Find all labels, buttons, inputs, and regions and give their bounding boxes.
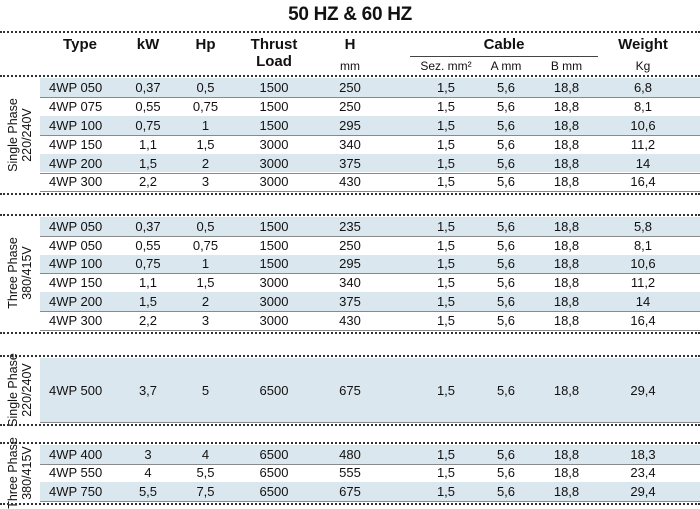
cell-a-mm: 5,6 [496, 483, 516, 499]
cell-thrust-load: 1500 [259, 256, 289, 272]
table-row [40, 255, 700, 274]
cell-weight: 11,2 [630, 136, 656, 152]
cell-weight: 6,8 [633, 79, 653, 95]
group-label [6, 238, 34, 310]
header-thrust-load: Thrust Load [250, 36, 298, 70]
header-kw: kW [136, 36, 160, 53]
cell-kw: 1,1 [138, 275, 158, 291]
cell-type: 4WP 300 [49, 312, 103, 328]
group-dotted-divider [0, 442, 700, 444]
cell-weight: 18,3 [630, 446, 656, 462]
cell-a-mm: 5,6 [496, 174, 516, 190]
cell-sez: 1,5 [436, 98, 456, 114]
cell-hp: 5,5 [196, 465, 215, 481]
cell-h: 555 [339, 465, 361, 481]
table-row [40, 273, 700, 292]
cell-thrust-load: 3000 [259, 312, 289, 328]
cell-thrust-load: 1500 [259, 237, 289, 253]
cell-weight: 14 [635, 294, 651, 310]
cell-weight: 14 [635, 155, 651, 171]
cell-kw: 3,7 [138, 382, 158, 398]
group-label-cell [0, 78, 40, 191]
cell-b-mm: 18,8 [553, 275, 580, 291]
cell-b-mm: 18,8 [553, 382, 580, 398]
cell-hp: 0,5 [196, 218, 215, 234]
cell-hp: 0,5 [196, 79, 215, 95]
cell-kw: 1,1 [138, 136, 158, 152]
cell-weight: 29,4 [630, 483, 656, 499]
cell-a-mm: 5,6 [496, 155, 516, 171]
header-sez: Sez. mm² [420, 59, 472, 73]
header-b-mm: B mm [550, 59, 583, 73]
cell-h: 295 [339, 117, 361, 133]
group-label [6, 437, 34, 509]
group-label-cell [0, 353, 40, 427]
cable-header-underline [410, 56, 598, 57]
cell-sez: 1,5 [436, 294, 456, 310]
cell-type: 4WP 550 [49, 465, 103, 481]
cell-hp: 0,75 [192, 237, 219, 253]
cell-kw: 3 [144, 446, 152, 462]
cell-thrust-load: 1500 [259, 79, 289, 95]
cell-hp: 4 [201, 446, 210, 462]
cell-sez: 1,5 [436, 483, 456, 499]
cell-h: 340 [339, 136, 361, 152]
table-row [40, 482, 700, 501]
group-label-cell [0, 436, 40, 509]
cell-thrust-load: 3000 [259, 136, 289, 152]
cell-kw: 1,5 [138, 294, 158, 310]
cell-a-mm: 5,6 [496, 256, 516, 272]
cell-weight: 10,6 [630, 117, 656, 133]
cell-thrust-load: 1500 [259, 117, 289, 133]
cell-h: 250 [339, 98, 361, 114]
cell-type: 4WP 100 [49, 256, 103, 272]
cell-thrust-load: 1500 [259, 218, 289, 234]
cell-hp: 1 [201, 256, 210, 272]
cell-type: 4WP 150 [49, 136, 103, 152]
cell-sez: 1,5 [436, 218, 456, 234]
cell-hp: 2 [201, 155, 210, 171]
cell-a-mm: 5,6 [496, 294, 516, 310]
cell-kw: 1,5 [138, 155, 158, 171]
row-divider [40, 422, 700, 423]
cell-b-mm: 18,8 [553, 155, 580, 171]
cell-weight: 29,4 [630, 382, 656, 398]
cell-a-mm: 5,6 [496, 98, 516, 114]
cell-type: 4WP 400 [49, 446, 103, 462]
cell-h: 675 [339, 382, 361, 398]
cell-type: 4WP 050 [49, 218, 103, 234]
cell-thrust-load: 6500 [259, 446, 289, 462]
cell-type: 4WP 200 [49, 155, 103, 171]
cell-a-mm: 5,6 [496, 275, 516, 291]
cell-a-mm: 5,6 [496, 79, 516, 95]
cell-h: 250 [339, 79, 361, 95]
cell-sez: 1,5 [436, 256, 456, 272]
cell-hp: 7,5 [196, 483, 215, 499]
cell-b-mm: 18,8 [553, 174, 580, 190]
cell-kw: 0,55 [135, 98, 161, 114]
cell-hp: 1 [201, 117, 210, 133]
cell-type: 4WP 200 [49, 294, 103, 310]
cell-b-mm: 18,8 [553, 256, 580, 272]
table-row [40, 445, 700, 464]
row-divider [40, 191, 700, 192]
group-voltage-label: 380/415V [20, 445, 34, 500]
cell-weight: 10,6 [630, 256, 656, 272]
cell-sez: 1,5 [436, 174, 456, 190]
cell-b-mm: 18,8 [553, 446, 580, 462]
cell-kw: 0,75 [135, 256, 161, 272]
group-label [6, 353, 34, 427]
cell-a-mm: 5,6 [496, 237, 516, 253]
cell-sez: 1,5 [436, 312, 456, 328]
cell-type: 4WP 050 [49, 237, 103, 253]
header-cable: Cable [483, 36, 525, 53]
cell-thrust-load: 3000 [259, 275, 289, 291]
cell-hp: 0,75 [192, 98, 219, 114]
cell-sez: 1,5 [436, 155, 456, 171]
cell-hp: 1,5 [196, 275, 215, 291]
cell-b-mm: 18,8 [553, 98, 580, 114]
cell-kw: 0,55 [135, 237, 161, 253]
cell-type: 4WP 050 [49, 79, 103, 95]
cell-thrust-load: 6500 [259, 483, 289, 499]
cell-a-mm: 5,6 [496, 136, 516, 152]
cell-kw: 2,2 [138, 312, 158, 328]
cell-weight: 11,2 [630, 275, 656, 291]
cell-kw: 0,37 [135, 79, 161, 95]
table-row [40, 173, 700, 192]
header-weight: Weight [618, 36, 668, 53]
cell-kw: 2,2 [138, 174, 158, 190]
cell-weight: 8,1 [633, 98, 653, 114]
top-dotted-divider [0, 31, 700, 33]
table-row [40, 464, 700, 483]
cell-hp: 3 [201, 312, 210, 328]
cell-type: 4WP 100 [49, 117, 103, 133]
group-phase-label: Single Phase [6, 353, 20, 427]
group-label-cell [0, 217, 40, 330]
cell-h: 295 [339, 256, 361, 272]
cell-h: 480 [339, 446, 361, 462]
cell-h: 375 [339, 294, 361, 310]
cell-kw: 0,37 [135, 218, 161, 234]
table-row [40, 236, 700, 255]
row-divider [40, 501, 700, 502]
cell-h: 430 [339, 174, 361, 190]
cell-weight: 8,1 [633, 237, 653, 253]
cell-a-mm: 5,6 [496, 446, 516, 462]
table-row [40, 97, 700, 116]
cell-h: 430 [339, 312, 361, 328]
cell-b-mm: 18,8 [553, 117, 580, 133]
table-row [40, 154, 700, 173]
cell-weight: 16,4 [630, 174, 656, 190]
cell-kw: 5,5 [138, 483, 158, 499]
group-bottom-dotted-divider [0, 193, 700, 195]
cell-a-mm: 5,6 [496, 218, 516, 234]
cell-weight: 23,4 [630, 465, 656, 481]
cell-b-mm: 18,8 [553, 483, 580, 499]
cell-a-mm: 5,6 [496, 465, 516, 481]
cell-type: 4WP 500 [49, 382, 103, 398]
cell-kw: 4 [144, 465, 152, 481]
cell-type: 4WP 300 [49, 174, 103, 190]
header-h-unit: mm [340, 59, 360, 73]
header-hp: Hp [195, 36, 216, 53]
cell-sez: 1,5 [436, 446, 456, 462]
header-weight-unit: Kg [635, 59, 651, 73]
cell-hp: 2 [201, 294, 210, 310]
table-title: 50 HZ & 60 HZ [288, 4, 412, 25]
header-a-mm: A mm [490, 59, 522, 73]
group-label [6, 98, 34, 172]
cell-a-mm: 5,6 [496, 382, 516, 398]
cell-type: 4WP 150 [49, 275, 103, 291]
table-row [40, 116, 700, 135]
cell-hp: 5 [201, 382, 210, 398]
cell-h: 250 [339, 237, 361, 253]
cell-sez: 1,5 [436, 275, 456, 291]
cell-kw: 0,75 [135, 117, 161, 133]
group-dotted-divider [0, 75, 700, 77]
group-dotted-divider [0, 214, 700, 216]
cell-b-mm: 18,8 [553, 79, 580, 95]
group-phase-label: Three Phase [6, 237, 20, 310]
cell-weight: 16,4 [630, 312, 656, 328]
cell-a-mm: 5,6 [496, 117, 516, 133]
cell-b-mm: 18,8 [553, 294, 580, 310]
group-bottom-dotted-divider [0, 424, 700, 426]
cell-thrust-load: 3000 [259, 155, 289, 171]
table-row [40, 292, 700, 311]
group-voltage-label: 220/240V [20, 363, 34, 417]
group-bottom-dotted-divider [0, 332, 700, 334]
header-h: H [344, 36, 356, 53]
cell-h: 375 [339, 155, 361, 171]
cell-a-mm: 5,6 [496, 312, 516, 328]
cell-thrust-load: 1500 [259, 98, 289, 114]
cell-thrust-load: 6500 [259, 382, 289, 398]
group-dotted-divider [0, 355, 700, 357]
cell-h: 235 [339, 218, 361, 234]
cell-weight: 5,8 [633, 218, 653, 234]
cell-sez: 1,5 [436, 465, 456, 481]
cell-h: 340 [339, 275, 361, 291]
cell-hp: 3 [201, 174, 210, 190]
cell-sez: 1,5 [436, 382, 456, 398]
cell-hp: 1,5 [196, 136, 215, 152]
cell-thrust-load: 6500 [259, 465, 289, 481]
cell-type: 4WP 075 [49, 98, 103, 114]
group-voltage-label: 380/415V [20, 246, 34, 301]
cell-type: 4WP 750 [49, 483, 103, 499]
group-phase-label: Three Phase [6, 436, 20, 509]
group-bottom-dotted-divider [0, 503, 700, 505]
cell-b-mm: 18,8 [553, 218, 580, 234]
header-type: Type [63, 36, 97, 53]
table-row [40, 78, 700, 97]
table-row [40, 217, 700, 236]
cell-h: 675 [339, 483, 361, 499]
cell-b-mm: 18,8 [553, 237, 580, 253]
row-divider [40, 330, 700, 331]
cell-sez: 1,5 [436, 237, 456, 253]
cell-b-mm: 18,8 [553, 136, 580, 152]
group-phase-label: Single Phase [6, 97, 20, 172]
cell-b-mm: 18,8 [553, 465, 580, 481]
table-row [40, 135, 700, 154]
cell-thrust-load: 3000 [259, 174, 289, 190]
table-row [40, 358, 700, 422]
cell-b-mm: 18,8 [553, 312, 580, 328]
cell-sez: 1,5 [436, 79, 456, 95]
cell-sez: 1,5 [436, 136, 456, 152]
cell-thrust-load: 3000 [259, 294, 289, 310]
cell-sez: 1,5 [436, 117, 456, 133]
table-row [40, 311, 700, 330]
group-voltage-label: 220/240V [20, 107, 34, 162]
